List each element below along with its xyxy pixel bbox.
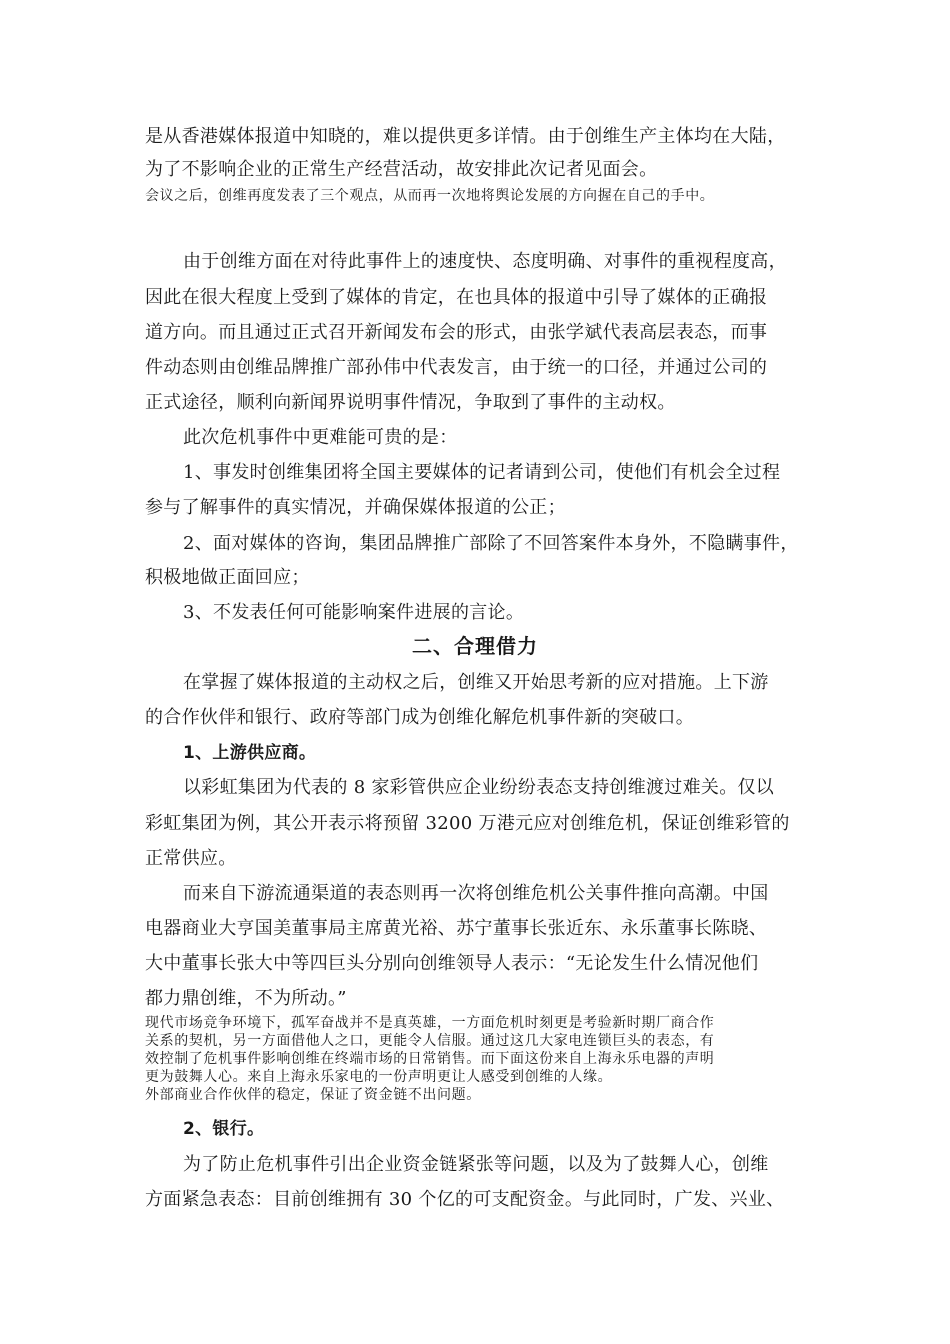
paragraph-line: 道方向。而且通过正式召开新闻发布会的形式，由张学斌代表高层表态，而事 <box>145 322 768 343</box>
note-line: 现代市场竞争环境下，孤军奋战并不是真英雄，一方面危机时刻更是考验新时期厂商合作 <box>145 1015 715 1031</box>
note-line: 外部商业合作伙伴的稳定，保证了资金链不出问题。 <box>145 1087 481 1103</box>
paragraph-line: 方面紧急表态：目前创维拥有 30 个亿的可支配资金。与此同时，广发、兴业、 <box>145 1189 785 1210</box>
list-item-line: 参与了解事件的真实情况，并确保媒体报道的公正； <box>145 497 566 518</box>
paragraph-line: 都力鼎创维，不为所动。” <box>145 988 347 1009</box>
paragraph-line: 在掌握了媒体报道的主动权之后，创维又开始思考新的应对措施。上下游 <box>183 672 769 693</box>
paragraph-line: 电器商业大亨国美董事局主席黄光裕、苏宁董事长张近东、永乐董事长陈晓、 <box>145 918 768 939</box>
paragraph-line: 正常供应。 <box>145 848 237 869</box>
section-heading: 二、合理借力 <box>412 634 538 658</box>
list-item-line: 3、不发表任何可能影响案件进展的言论。 <box>183 602 525 623</box>
list-item-line: 积极地做正面回应； <box>145 567 310 588</box>
note-line: 会议之后，创维再度发表了三个观点，从而再一次地将舆论发展的方向握在自己的手中。 <box>145 188 715 204</box>
paragraph-line: 彩虹集团为例，其公开表示将预留 3200 万港元应对创维危机，保证创维彩管的 <box>145 813 790 834</box>
paragraph-line: 大中董事长张大中等四巨头分别向创维领导人表示：“无论发生什么情况他们 <box>145 953 759 974</box>
subsection-title: 2、银行。 <box>183 1119 265 1139</box>
list-item-line: 1、事发时创维集团将全国主要媒体的记者请到公司，使他们有机会全过程 <box>183 462 781 483</box>
note-line: 效控制了危机事件影响创维在终端市场的日常销售。而下面这份来自上海永乐电器的声明 <box>145 1051 715 1067</box>
paragraph-line: 为了不影响企业的正常生产经营活动，故安排此次记者见面会。 <box>145 159 658 180</box>
note-line: 更为鼓舞人心。来自上海永乐家电的一份声明更让人感受到创维的人缘。 <box>145 1069 613 1085</box>
paragraph-line: 是从香港媒体报道中知晓的，难以提供更多详情。由于创维生产主体均在大陆， <box>145 126 786 147</box>
paragraph-line: 件动态则由创维品牌推广部孙伟中代表发言，由于统一的口径，并通过公司的 <box>145 357 768 378</box>
paragraph-line: 因此在很大程度上受到了媒体的肯定，在也具体的报道中引导了媒体的正确报 <box>145 287 768 308</box>
paragraph-line: 为了防止危机事件引出企业资金链紧张等问题，以及为了鼓舞人心，创维 <box>183 1154 769 1175</box>
paragraph-line: 的合作伙伴和银行、政府等部门成为创维化解危机事件新的突破口。 <box>145 707 694 728</box>
paragraph-line: 正式途径，顺利向新闻界说明事件情况，争取到了事件的主动权。 <box>145 392 676 413</box>
paragraph-line: 以彩虹集团为代表的 8 家彩管供应企业纷纷表态支持创维渡过难关。仅以 <box>183 777 775 798</box>
paragraph-line: 由于创维方面在对待此事件上的速度快、态度明确、对事件的重视程度高， <box>183 251 787 272</box>
note-line: 关系的契机，另一方面借他人之口，更能令人信服。通过这几大家电连锁巨头的表态，有 <box>145 1033 715 1049</box>
list-item-line: 2、面对媒体的咨询，集团品牌推广部除了不回答案件本身外，不隐瞒事件， <box>183 533 799 554</box>
paragraph-line: 此次危机事件中更难能可贵的是： <box>183 427 458 448</box>
paragraph-line: 而来自下游流通渠道的表态则再一次将创维危机公关事件推向高潮。中国 <box>183 883 769 904</box>
subsection-title: 1、上游供应商。 <box>183 743 317 763</box>
